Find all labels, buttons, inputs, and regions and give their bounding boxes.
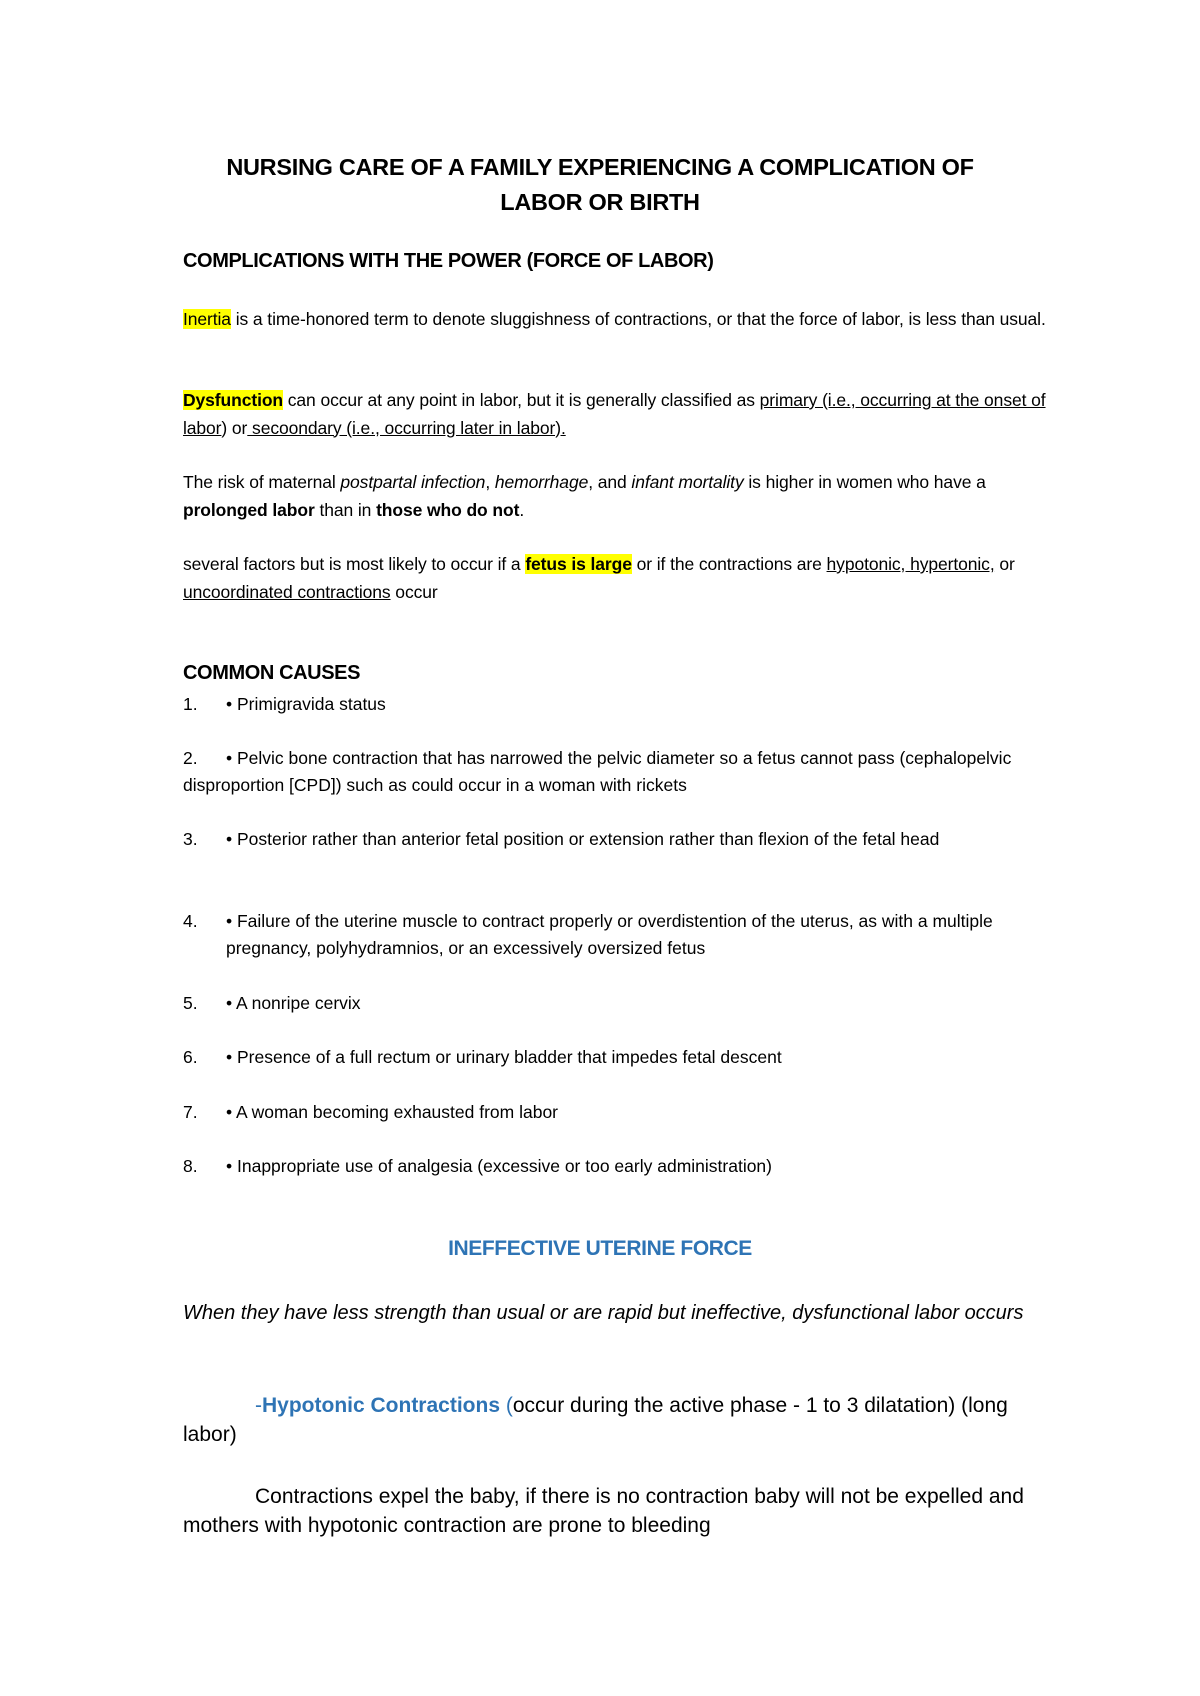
list-number: 7.: [183, 1102, 198, 1122]
factors-text-2: or if the contractions are: [631, 554, 827, 574]
dysfunction-text-2: ) or: [221, 417, 248, 438]
hypotonic-dash: -: [255, 1394, 262, 1417]
dysfunction-secondary: secoondary (i.e., occurring later in labor).: [247, 417, 566, 438]
title-line-2: LABOR OR BIRTH: [500, 189, 700, 215]
paragraph-factors: [183, 551, 1050, 606]
section-heading-power: COMPLICATIONS WITH THE POWER (FORCE OF LABOR): [183, 250, 714, 272]
list-item: [183, 745, 1070, 799]
contractions-indent: [183, 1485, 255, 1508]
list-number: 1.: [183, 694, 198, 714]
risk-infection: postpartal infection: [340, 472, 486, 492]
risk-hemorrhage: hemorrhage: [494, 472, 589, 492]
list-number: 4.: [183, 911, 198, 931]
risk-text-4: is higher in women who have a: [743, 472, 986, 492]
inertia-text: is a time-honored term to denote sluggishness of contractions, or that the force of labor, is less than usual.: [230, 309, 1046, 329]
hypotonic-paren: (: [500, 1394, 513, 1417]
contractions-text: Contractions expel the baby, if there is no contraction baby will not be expelled and mothers with hypotonic contraction are prone to bleeding: [183, 1485, 1024, 1537]
factors-fetus-large: fetus is large: [525, 554, 632, 574]
hypotonic-indent: [183, 1394, 255, 1417]
list-item: [183, 1153, 1070, 1180]
hypotonic-term: Hypotonic Contractions: [262, 1394, 501, 1417]
list-number: 6.: [183, 1047, 198, 1067]
paragraph-dysfunction: [183, 387, 1050, 442]
list-text: • A nonripe cervix: [226, 993, 361, 1013]
factors-text-4: occur: [390, 581, 438, 602]
risk-text-2: ,: [485, 472, 495, 492]
risk-text-6: .: [519, 499, 525, 520]
list-number: 8.: [183, 1156, 198, 1176]
hypotonic-paragraph: [183, 1391, 1050, 1449]
risk-those-who-do-not: those who do not: [376, 499, 520, 520]
list-text: • Posterior rather than anterior fetal position or extension rather than flexion of the fetal head: [226, 829, 940, 849]
dysfunction-text-1: can occur at any point in labor, but it is generally classified as: [283, 390, 760, 410]
ineffective-intro: When they have less strength than usual or are rapid but ineffective, dysfunctional labor occurs: [183, 1302, 1024, 1324]
list-text: • Primigravida status: [226, 694, 386, 714]
list-text: • A woman becoming exhausted from labor: [226, 1102, 559, 1122]
hypotonic-text: occur during the active phase - 1 to 3 dilatation) (long labor): [183, 1394, 1008, 1446]
list-number: 5.: [183, 993, 198, 1013]
factors-text-1: several factors but is most likely to occur if a: [183, 554, 526, 574]
factors-uncoordinated: uncoordinated contractions: [183, 581, 391, 602]
list-item: [183, 691, 1070, 718]
list-number: 2.: [183, 748, 198, 768]
risk-prolonged-labor: prolonged labor: [183, 499, 315, 520]
document-title: [150, 150, 1050, 220]
inertia-term: Inertia: [183, 309, 231, 329]
paragraph-inertia: [183, 306, 1050, 334]
paragraph-risk: [183, 469, 1050, 524]
list-item: [183, 990, 1070, 1017]
list-text: • Inappropriate use of analgesia (excessive or too early administration): [226, 1156, 772, 1176]
factors-text-3: or: [994, 554, 1015, 574]
risk-infant-mortality: infant mortality: [631, 472, 744, 492]
risk-text-5: than in: [314, 499, 377, 520]
title-line-1: NURSING CARE OF A FAMILY EXPERIENCING A COMPLICATION OF: [226, 154, 974, 180]
ineffective-uterine-force-heading: INEFFECTIVE UTERINE FORCE: [448, 1237, 752, 1260]
list-item: [183, 908, 1070, 962]
dysfunction-term: Dysfunction: [183, 390, 284, 410]
list-item: [183, 1099, 1070, 1126]
factors-hypotonic-hypertonic: hypotonic, hypertonic,: [826, 554, 995, 574]
list-item: [183, 826, 1070, 853]
list-text: • Pelvic bone contraction that has narrowed the pelvic diameter so a fetus cannot pass (cephalopelvic disproportion [CPD]) such as could occur in a woman with rickets: [183, 748, 1012, 795]
risk-text-3: , and: [588, 472, 632, 492]
list-text: • Failure of the uterine muscle to contract properly or overdistention of the uterus, as with a multiple pregnancy, polyhydramnios, or an excessively oversized fetus: [226, 911, 993, 958]
contractions-paragraph: [183, 1482, 1050, 1540]
common-causes-heading: COMMON CAUSES: [183, 662, 361, 684]
list-number: 3.: [183, 829, 198, 849]
list-text: • Presence of a full rectum or urinary bladder that impedes fetal descent: [226, 1047, 782, 1067]
list-item: [183, 1044, 1070, 1071]
risk-text-1: The risk of maternal: [183, 472, 341, 492]
dysfunction-primary: primary (i.e., occurring at the onset of labor: [183, 390, 1046, 438]
